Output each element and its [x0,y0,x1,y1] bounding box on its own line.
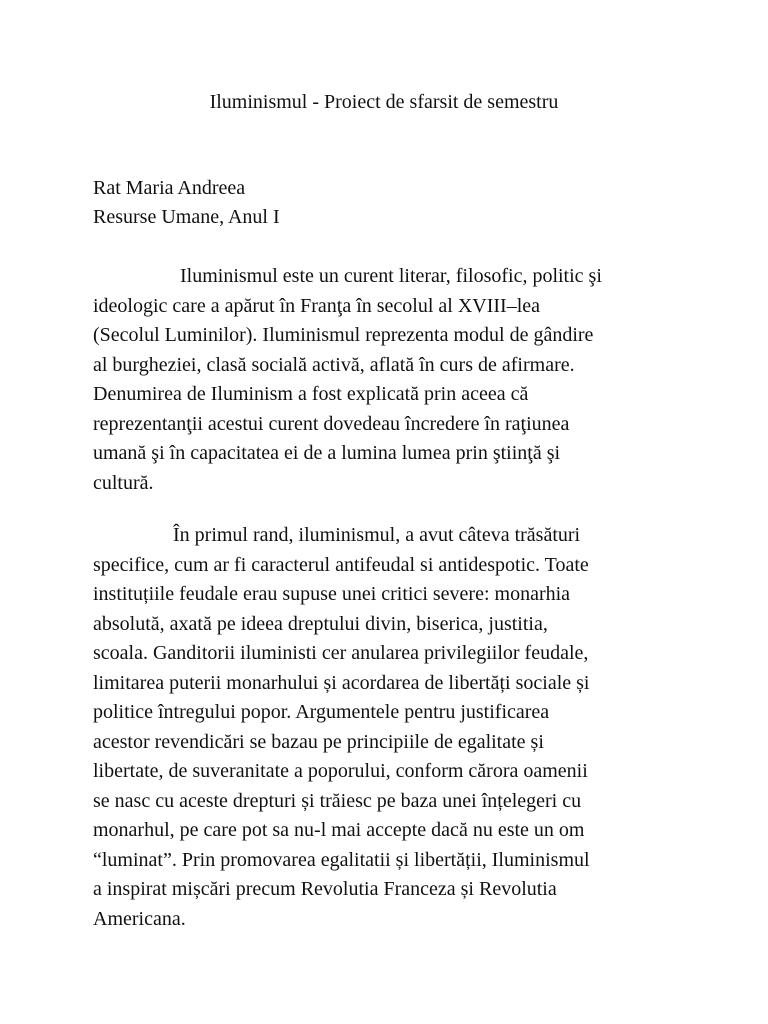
paragraph-line: monarhul, pe care pot sa nu-l mai accepte dacă nu este un om [93,819,585,841]
paragraph-line: politice întregului popor. Argumentele pentru justificarea [93,701,550,723]
author-block [93,174,280,232]
paragraph-line: umană şi în capacitatea ei de a lumina lumea prin ştiinţă şi [93,442,561,464]
paragraph-line: Americana. [93,907,186,930]
paragraph-line: ideologic care a apărut în Franţa în secolul al XVIII–lea [93,294,541,317]
paragraph-line: limitarea puterii monarhului și acordarea de libertăți sociale și [93,671,590,694]
paragraph-line: Iluminismul este un curent literar, filosofic, politic şi [180,265,602,287]
paragraph-line: reprezentanţii acestui curent dovedeau încredere în raţiunea [93,412,570,435]
paragraph-line: În primul rand, iluminismul, a avut câteva trăsături [173,524,581,546]
paragraph-line: libertate, de suveranitate a poporului, conform cărora oamenii [93,760,588,782]
paragraph-line: instituțiile feudale erau supuse unei critici severe: monarhia [93,583,571,605]
author-name: Rat Maria Andreea [93,177,246,199]
paragraph-line: (Secolul Luminilor). Iluminismul reprezenta modul de gândire [93,324,594,346]
paragraph-line: al burgheziei, clasă socială activă, aflată în curs de afirmare. [93,353,575,376]
paragraph-line: cultură. [93,471,154,494]
author-program: Resurse Umane, Anul I [93,206,280,228]
paragraph-line: “luminat”. Prin promovarea egalitatii și libertății, Iluminismul [93,848,590,871]
paragraph-line: acestor revendicări se bazau pe principiile de egalitate și [93,730,544,753]
paragraph-line: specifice, cum ar fi caracterul antifeudal si antidespotic. Toate [93,553,589,576]
paragraph-line: a inspirat mișcări precum Revolutia Franceza și Revolutia [93,878,557,900]
document-title: Iluminismul - Proiect de sfarsit de semestru [209,91,559,113]
paragraph-line: absolută, axată pe ideea dreptului divin, biserica, justitia, [93,612,548,635]
paragraph-2 [93,521,653,934]
paragraph-line: se nasc cu aceste drepturi și trăiesc pe baza unei înțelegeri cu [93,789,582,812]
paragraph-line: scoala. Ganditorii iluministi cer anularea privilegiilor feudale, [93,642,589,664]
paragraph-line: Denumirea de Iluminism a fost explicată prin aceea că [93,383,529,405]
paragraph-1 [93,262,653,498]
